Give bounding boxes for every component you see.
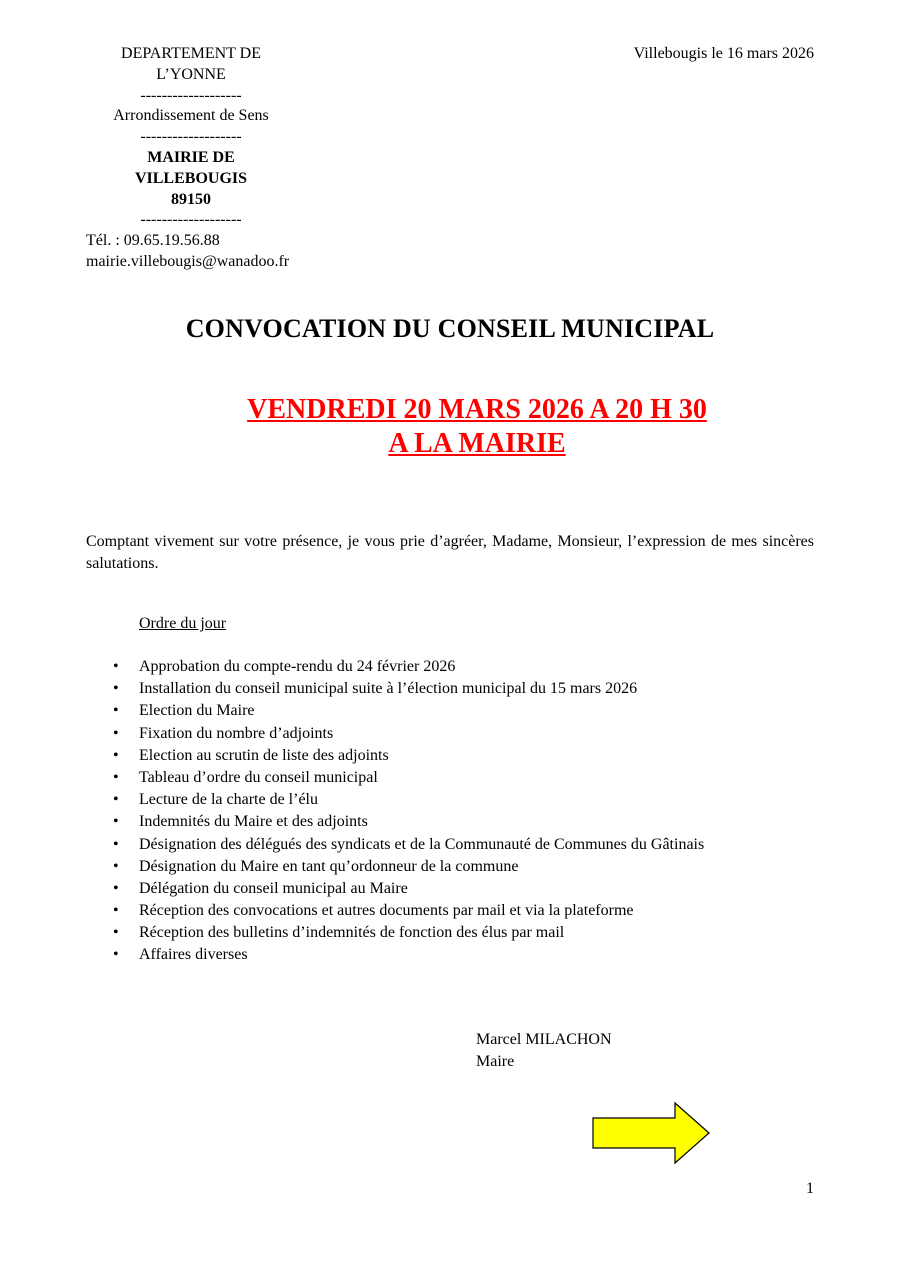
meeting-location: A LA MAIRIE [388, 428, 566, 459]
agenda-item-text: Lecture de la charte de l’élu [139, 791, 318, 809]
agenda-item-text: Indemnités du Maire et des adjoints [139, 813, 368, 831]
signature-block [476, 1029, 612, 1072]
agenda-item-text: Délégation du conseil municipal au Maire [139, 879, 408, 897]
bullet-icon: • [113, 902, 119, 920]
agenda-item-text: Affaires diverses [139, 946, 248, 964]
page-title: CONVOCATION DU CONSEIL MUNICIPAL [185, 314, 715, 343]
bullet-icon: • [113, 946, 119, 964]
email-address: mairie.villebougis@wanadoo.fr [86, 252, 290, 270]
agenda-item [113, 767, 704, 789]
agenda-item-text: Installation du conseil municipal suite à l’élection municipal du 15 mars 2026 [139, 680, 638, 698]
agenda-item [113, 944, 704, 966]
bullet-icon: • [113, 768, 119, 786]
sender-block [86, 44, 318, 273]
agenda-item-text: Réception des convocations et autres documents par mail et via la plateforme [139, 902, 634, 920]
bullet-icon: • [113, 658, 119, 675]
bullet-icon: • [113, 702, 119, 720]
department-line-2: L’YONNE [156, 65, 226, 83]
arrondissement: Arrondissement de Sens [113, 107, 269, 125]
agenda-item-text: Réception des bulletins d’indemnités de fonction des élus par mail [139, 924, 565, 942]
agenda-item [113, 678, 704, 700]
bullet-icon: • [113, 857, 119, 875]
agenda-item-text: Fixation du nombre d’adjoints [139, 724, 334, 742]
bullet-icon: • [113, 680, 119, 698]
bullet-icon: • [113, 724, 119, 742]
bullet-icon: • [113, 813, 119, 831]
agenda-item-text: Désignation du Maire en tant qu’ordonneur de la commune [139, 857, 519, 875]
mairie-line-2: VILLEBOUGIS [134, 169, 248, 187]
agenda-item-text: Election au scrutin de liste des adjoints [139, 746, 389, 764]
separator-2: ------------------- [140, 128, 242, 146]
agenda-item [113, 900, 704, 922]
agenda-item [113, 922, 704, 944]
agenda-item [113, 700, 704, 722]
bullet-icon: • [113, 791, 119, 809]
agenda-item [113, 656, 704, 678]
agenda-item [113, 834, 704, 856]
agenda-list [113, 656, 704, 967]
agenda-item [113, 745, 704, 767]
agenda-item [113, 878, 704, 900]
postal-code: 89150 [171, 190, 211, 208]
bullet-icon: • [113, 746, 119, 764]
bullet-icon: • [113, 879, 119, 897]
agenda-item [113, 723, 704, 745]
right-arrow-icon [591, 1101, 711, 1165]
agenda-item-text: Désignation des délégués des syndicats et de la Communauté de Communes du Gâtinais [139, 835, 705, 853]
bullet-icon: • [113, 924, 119, 942]
agenda-item [113, 789, 704, 811]
agenda-item-text: Tableau d’ordre du conseil municipal [139, 768, 378, 786]
separator-1: ------------------- [140, 86, 242, 104]
phone-number: Tél. : 09.65.19.56.88 [86, 232, 220, 250]
agenda-item [113, 856, 704, 878]
signatory-name: Marcel MILACHON [476, 1031, 612, 1048]
signatory-role: Maire [476, 1052, 515, 1070]
agenda-title: Ordre du jour [139, 615, 227, 632]
separator-3: ------------------- [140, 211, 242, 229]
agenda-item-text: Election du Maire [139, 702, 255, 720]
agenda-item [113, 811, 704, 833]
page-number: 1 [806, 1180, 814, 1197]
letter-date: Villebougis le 16 mars 2026 [633, 45, 814, 62]
meeting-info [226, 393, 728, 461]
greeting-paragraph: Comptant vivement sur votre présence, je vous prie d’agréer, Madame, Monsieur, l’expression de mes sincères salutations. [86, 533, 814, 572]
agenda-item-text: Approbation du compte-rendu du 24 février 2026 [139, 658, 456, 675]
mairie-line-1: MAIRIE DE [147, 148, 235, 166]
meeting-datetime: VENDREDI 20 MARS 2026 A 20 H 30 [247, 394, 707, 425]
bullet-icon: • [113, 835, 119, 853]
department-line-1: DEPARTEMENT DE [121, 45, 261, 62]
